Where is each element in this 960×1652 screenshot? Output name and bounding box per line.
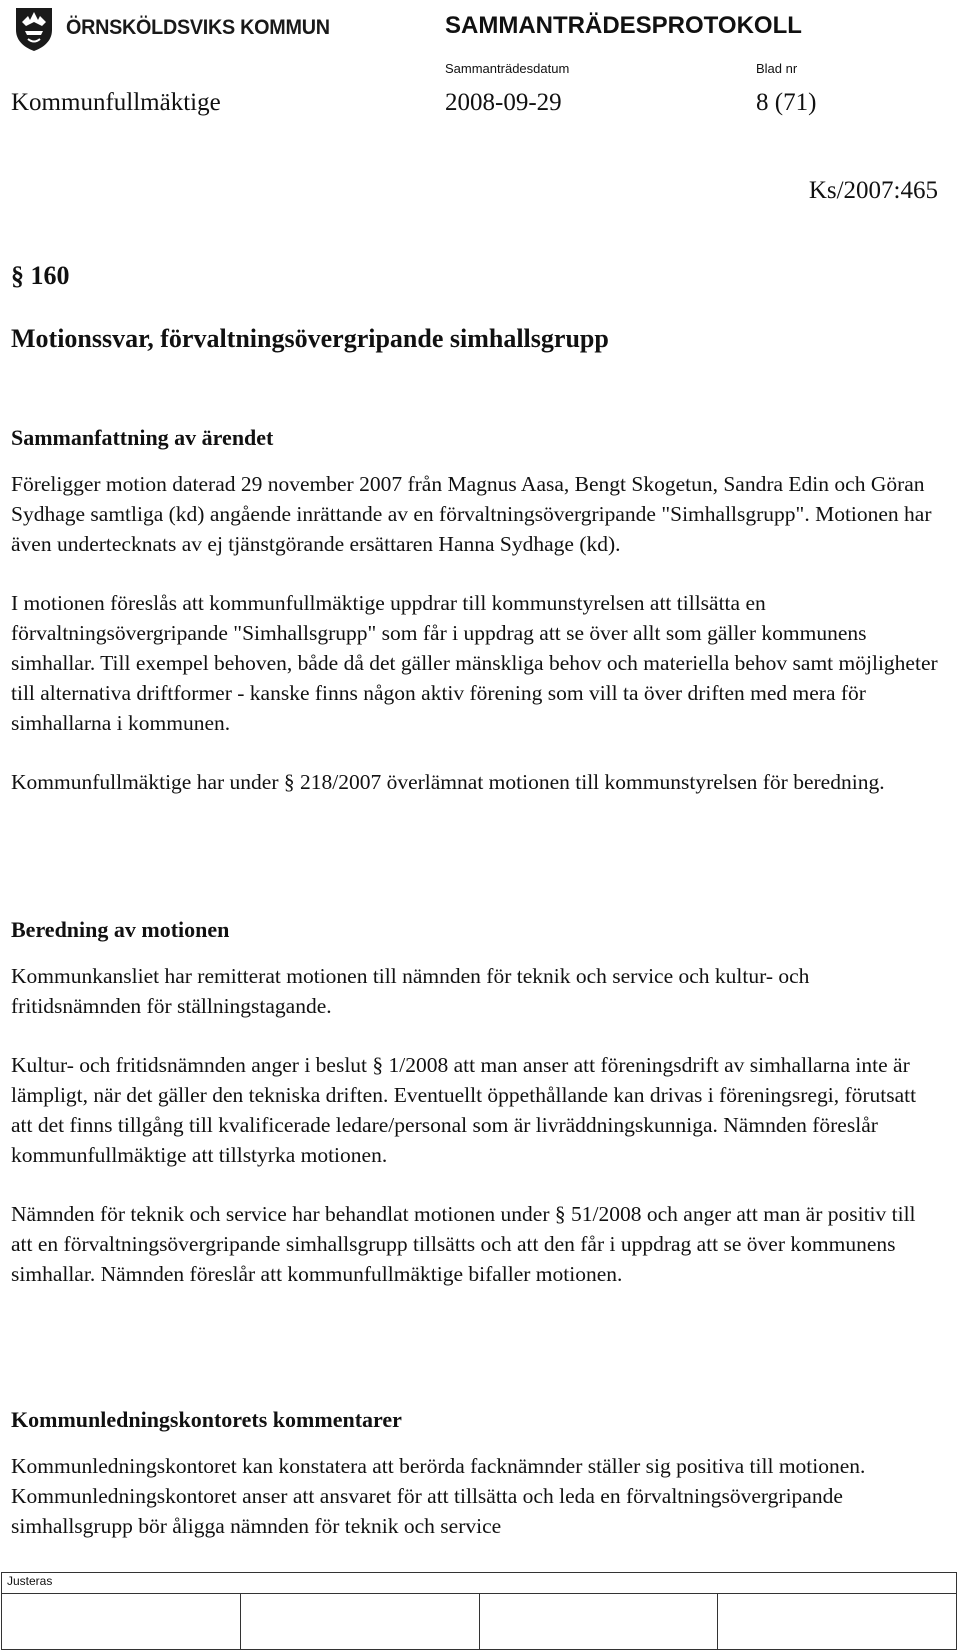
section-paragraph: Kommunkansliet har remitterat motionen till nämnden för teknik och service och kultur- och fritidsnämnden för ställningstagande.: [11, 964, 810, 1018]
section-summary: [11, 423, 941, 797]
section-paragraph: Kultur- och fritidsnämnden anger i beslut § 1/2008 att man anser att föreningsdrift av simhallarna inte är lämpligt, när det gäller den tekniska driften. Eventuellt öppethållande kan drivas i föreningsregi, förutsatt att det finns tillgång till kvalificerade ledare/personal som är livräddningskunniga. Nämnden föreslår kommunfullmäktige att tillstyrka motionen.: [11, 1053, 917, 1167]
signature-cell: [479, 1593, 480, 1649]
body-name: Kommunfullmäktige: [11, 89, 221, 116]
page-number: 8 (71): [756, 89, 817, 116]
section-heading: Sammanfattning av ärendet: [11, 425, 274, 450]
page-label: Blad nr: [756, 61, 798, 76]
municipality-logo: [14, 6, 330, 54]
section-paragraph: Kommunfullmäktige har under § 218/2007 överlämnat motionen till kommunstyrelsen för beredning.: [11, 770, 885, 794]
case-title: Motionssvar, förvaltningsövergripande simhallsgrupp: [11, 324, 609, 353]
section-heading: Kommunledningskontorets kommentarer: [11, 1407, 402, 1432]
diarie-number: Ks/2007:465: [808, 177, 938, 204]
paragraph-number: § 160: [11, 261, 70, 290]
signature-cell: [240, 1593, 241, 1649]
section-paragraph: Nämnden för teknik och service har behandlat motionen under § 51/2008 och anger att man är positiv till att en förvaltningsövergripande simhallsgrupp tillsätts och att den får i uppdrag att se över kommunens simhallar. Nämnden föreslår att kommunfullmäktige bifaller motionen.: [11, 1202, 916, 1286]
meeting-date: 2008-09-29: [445, 89, 562, 116]
section-heading: Beredning av motionen: [11, 917, 230, 942]
section-paragraph: Kommunledningskontoret kan konstatera att berörda facknämnder ställer sig positiva till motionen. Kommunledningskontoret anser att ansvaret för att tillsätta och leda en förvaltningsövergripande simhallsgrupp bör åligga nämnden för teknik och service: [11, 1454, 866, 1538]
signature-table: [1, 1572, 957, 1650]
document-type: SAMMANTRÄDESPROTOKOLL: [445, 12, 802, 39]
date-label: Sammanträdesdatum: [445, 61, 570, 76]
signature-cell: [717, 1593, 718, 1649]
section-paragraph: I motionen föreslås att kommunfullmäktige uppdrar till kommunstyrelsen att tillsätta en förvaltningsövergripande "Simhallsgrupp" som får i uppdrag att se över allt som gäller kommunens simhallar. Till exempel behoven, både då det gäller mänskliga behov och materiella behov samt möjligheter till alternativa driftformer - kanske finns någon aktiv förening som vill ta över driften med mera för simhallarna i kommunen.: [11, 591, 938, 735]
section-preparation: [11, 915, 941, 1289]
coat-of-arms-icon: [14, 6, 54, 52]
section-comments: [11, 1405, 941, 1541]
organization-name: ÖRNSKÖLDSVIKS KOMMUN: [66, 15, 330, 39]
section-paragraph: Föreligger motion daterad 29 november 2007 från Magnus Aasa, Bengt Skogetun, Sandra Edin och Göran Sydhage samtliga (kd) angående inrättande av en förvaltningsövergripande "Simhallsgrupp". Motionen har även undertecknats av ej tjänstgörande ersättaren Hanna Sydhage (kd).: [11, 472, 932, 556]
justeras-label: Justeras: [7, 1574, 53, 1588]
